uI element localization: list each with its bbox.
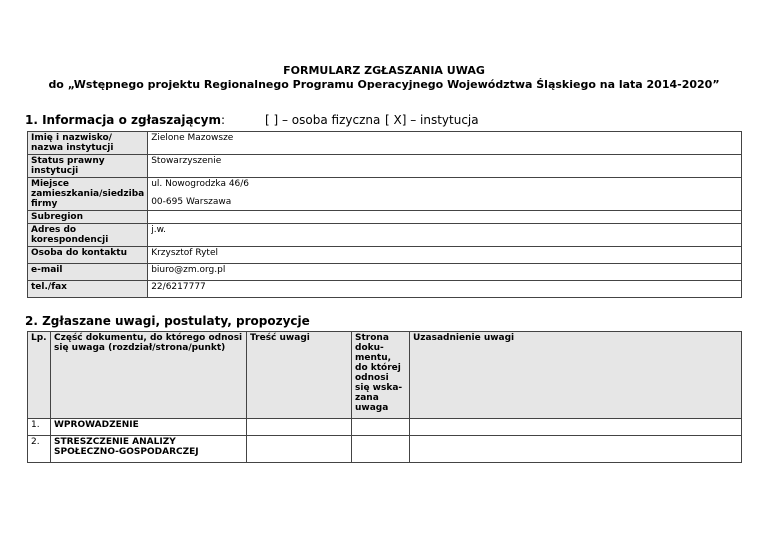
row-page — [352, 419, 410, 436]
row-part: WPROWADZENIE — [51, 419, 247, 436]
form-title: FORMULARZ ZGŁASZANIA UWAG — [283, 64, 485, 77]
table-row — [28, 264, 742, 281]
row-justification — [410, 436, 742, 463]
row-label: Imię i nazwisko/ nazwa instytucji — [28, 132, 148, 155]
table-row — [28, 132, 742, 155]
row-label: Osoba do kontaktu — [28, 247, 148, 264]
row-content — [247, 436, 352, 463]
table-row — [28, 247, 742, 264]
comments-table — [27, 331, 742, 463]
option-institution: [ X] – instytucja — [385, 113, 479, 127]
row-value: Krzysztof Rytel — [148, 247, 742, 264]
row-lp: 2. — [28, 436, 51, 463]
col-header-part: Część dokumentu, do którego odnosi się uwaga (rozdział/strona/punkt) — [51, 332, 247, 419]
table-row — [28, 178, 742, 211]
table-header-row — [28, 332, 742, 419]
col-header-lp: Lp. — [28, 332, 51, 419]
row-label: Status prawny instytucji — [28, 155, 148, 178]
table-row — [28, 436, 742, 463]
row-label: tel./fax — [28, 281, 148, 298]
col-header-justification: Uzasadnienie uwagi — [410, 332, 742, 419]
section1-heading-text: 1. Informacja o zgłaszającym — [25, 113, 222, 127]
col-header-content: Treść uwagi — [247, 332, 352, 419]
table-row — [28, 281, 742, 298]
row-value — [148, 211, 742, 224]
row-page — [352, 436, 410, 463]
address-line1: ul. Nowogrodzka 46/6 — [151, 179, 250, 189]
row-lp: 1. — [28, 419, 51, 436]
row-value — [148, 132, 742, 155]
row-label: Subregion — [28, 211, 148, 224]
row-label: Adres do korespondencji — [28, 224, 148, 247]
row-value: Stowarzyszenie — [148, 155, 742, 178]
value-text: Zielone Mazowsze — [151, 133, 234, 143]
table-row — [28, 155, 742, 178]
table-row — [28, 419, 742, 436]
section2-heading: 2. Zgłaszane uwagi, postulaty, propozycje — [25, 314, 310, 328]
row-part: STRESZCZENIE ANALIZY SPOŁECZNO-GOSPODARCZEJ — [51, 436, 247, 463]
col-header-page: Strona doku-mentu, do której odnosi się wska-zana uwaga — [352, 332, 410, 419]
section1-heading — [25, 113, 225, 127]
option-person: [ ] – osoba fizyczna — [265, 113, 381, 127]
table-row — [28, 224, 742, 247]
row-label: Miejsce zamieszkania/siedziba firmy — [28, 178, 148, 211]
table-row — [28, 211, 742, 224]
row-value — [148, 178, 742, 211]
row-justification — [410, 419, 742, 436]
row-value: biuro@zm.org.pl — [148, 264, 742, 281]
address-line2: 00-695 Warszawa — [151, 197, 232, 207]
row-label: e-mail — [28, 264, 148, 281]
row-value: j.w. — [148, 224, 742, 247]
row-value: 22/6217777 — [148, 281, 742, 298]
section1-colon: : — [221, 113, 226, 127]
form-subtitle: do „Wstępnego projektu Regionalnego Programu Operacyjnego Województwa Śląskiego na lata 2014-2020” — [48, 78, 720, 91]
row-content — [247, 419, 352, 436]
submitter-info-table — [27, 131, 742, 298]
